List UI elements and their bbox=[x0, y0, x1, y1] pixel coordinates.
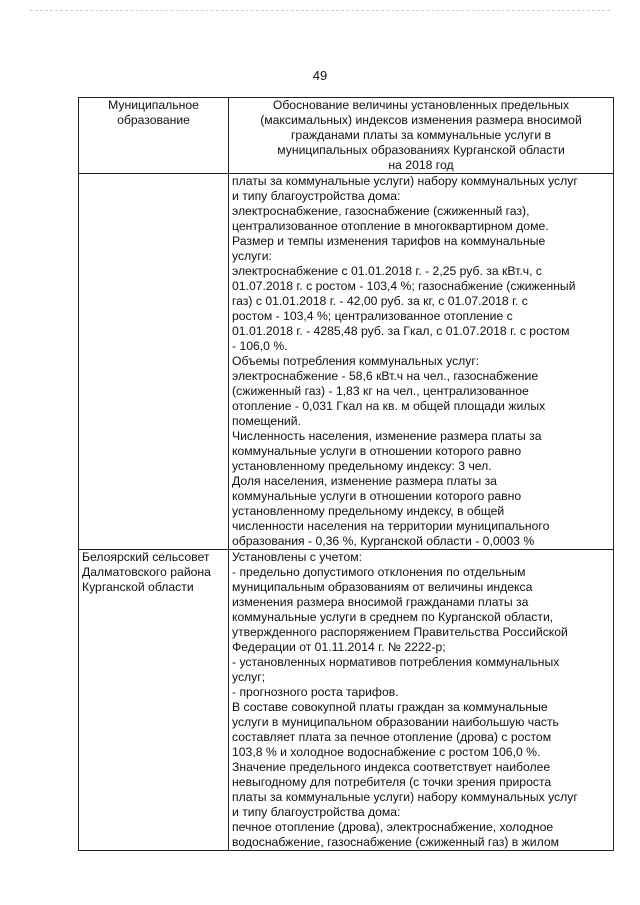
justification-line: платы за коммунальные услуги) набору коммунальных услуг bbox=[232, 174, 578, 188]
justification-line: - установленных нормативов потребления коммунальных bbox=[232, 655, 560, 669]
justification-line: платы за коммунальные услуги) набору коммунальных услуг bbox=[232, 790, 578, 804]
justification-line: утвержденного распоряжением Правительства Российской bbox=[232, 625, 568, 639]
justification-line: Федерации от 01.11.2014 г. № 2222-р; bbox=[232, 640, 446, 654]
justification-line: 103,8 % и холодное водоснабжение с ростом 106,0 %. bbox=[232, 745, 541, 759]
justification-line: и типу благоустройства дома: bbox=[232, 805, 401, 819]
justification-line: услуги: bbox=[232, 249, 272, 263]
justification-line: В составе совокупной платы граждан за коммунальные bbox=[232, 700, 548, 714]
scan-artifact-line bbox=[30, 10, 610, 13]
justification-line: изменения размера вносимой гражданами платы за bbox=[232, 595, 529, 609]
table-header-row bbox=[79, 98, 614, 174]
municipality-line: Белоярский сельсовет bbox=[82, 550, 210, 564]
justification-line: составляет плата за печное отопление (дрова) с ростом bbox=[232, 730, 552, 744]
justification-line: Объемы потребления коммунальных услуг: bbox=[232, 354, 480, 368]
justification-line: установленному предельному индексу, в общей bbox=[232, 504, 505, 518]
justification-line: услуг; bbox=[232, 670, 266, 684]
justification-line: - предельно допустимого отклонения по отдельным bbox=[232, 565, 526, 579]
justification-line: Значение предельного индекса соответствует наиболее bbox=[232, 760, 551, 774]
table-row bbox=[79, 174, 614, 550]
justification-line: (сжиженный газ) - 1,83 кг на чел., централизованное bbox=[232, 384, 529, 398]
justification-line: 01.07.2018 г. с ростом - 103,4 %; газоснабжение (сжиженный bbox=[232, 279, 576, 293]
header-justification-line: гражданами платы за коммунальные услуги в bbox=[290, 128, 552, 142]
page-number: 49 bbox=[312, 68, 328, 83]
justification-line: - прогнозного роста тарифов. bbox=[232, 685, 399, 699]
header-municipality-line: образование bbox=[117, 113, 190, 127]
justification-line: Доля населения, изменение размера платы за bbox=[232, 474, 497, 488]
justification-line: коммунальные услуги в среднем по Курганской области, bbox=[232, 610, 554, 624]
justification-line: отопление - 0,031 Гкал на кв. м общей площади жилых bbox=[232, 399, 546, 413]
header-justification-line: на 2018 год bbox=[388, 158, 454, 172]
justification-cell bbox=[229, 174, 614, 550]
justification-line: невыгодному для потребителя (с точки зрения прироста bbox=[232, 775, 552, 789]
justification-line: численности населения на территории муниципального bbox=[232, 519, 550, 533]
header-justification-line: муниципальных образованиях Курганской области bbox=[277, 143, 565, 157]
justification-line: коммунальные услуги в отношении которого равно bbox=[232, 444, 522, 458]
justification-line: газ) с 01.01.2018 г. - 42,00 руб. за кг, с 01.07.2018 г. с bbox=[232, 294, 528, 308]
justification-line: ростом - 103,4 %; централизованное отопление с bbox=[232, 309, 513, 323]
justification-line: образования - 0,36 %, Курганской области - 0,0003 % bbox=[232, 534, 535, 548]
municipality-line: Далматовского района bbox=[82, 565, 211, 579]
justification-cell bbox=[229, 550, 614, 851]
municipality-cell bbox=[79, 550, 229, 851]
header-justification bbox=[229, 98, 614, 174]
justification-line: услуги в муниципальном образовании наибольшую часть bbox=[232, 715, 559, 729]
justification-line: и типу благоустройства дома: bbox=[232, 189, 401, 203]
justification-line: Установлены с учетом: bbox=[232, 550, 362, 564]
justification-line: установленному предельному индексу: 3 чел. bbox=[232, 459, 492, 473]
justification-line: Размер и темпы изменения тарифов на коммунальные bbox=[232, 234, 546, 248]
justification-line: электроснабжение - 58,6 кВт.ч на чел., газоснабжение bbox=[232, 369, 539, 383]
municipality-line: Курганской области bbox=[82, 580, 194, 594]
justification-line: Численность населения, изменение размера платы за bbox=[232, 429, 542, 443]
justification-line: 01.01.2018 г. - 4285,48 руб. за Гкал, с 01.07.2018 г. с ростом bbox=[232, 324, 570, 338]
header-municipality bbox=[79, 98, 229, 174]
justification-line: помещений. bbox=[232, 414, 301, 428]
justification-line: муниципальным образованиям от величины индекса bbox=[232, 580, 533, 594]
justification-line: электроснабжение с 01.01.2018 г. - 2,25 руб. за кВт.ч, с bbox=[232, 264, 542, 278]
table-row bbox=[79, 550, 614, 851]
justification-line: печное отопление (дрова), электроснабжение, холодное bbox=[232, 820, 554, 834]
justification-line: - 106,0 %. bbox=[232, 339, 288, 353]
tariff-justification-table bbox=[78, 97, 614, 851]
justification-line: электроснабжение, газоснабжение (сжиженный газ), bbox=[232, 204, 530, 218]
justification-line: водоснабжение, газоснабжение (сжиженный газ) в жилом bbox=[232, 835, 560, 849]
header-justification-line: Обоснование величины установленных предельных bbox=[272, 98, 570, 112]
justification-line: коммунальные услуги в отношении которого равно bbox=[232, 489, 522, 503]
header-justification-line: (максимальных) индексов изменения размера вносимой bbox=[260, 113, 582, 127]
header-municipality-line: Муниципальное bbox=[108, 98, 199, 112]
justification-line: централизованное отопление в многоквартирном доме. bbox=[232, 219, 549, 233]
municipality-cell bbox=[79, 174, 229, 550]
